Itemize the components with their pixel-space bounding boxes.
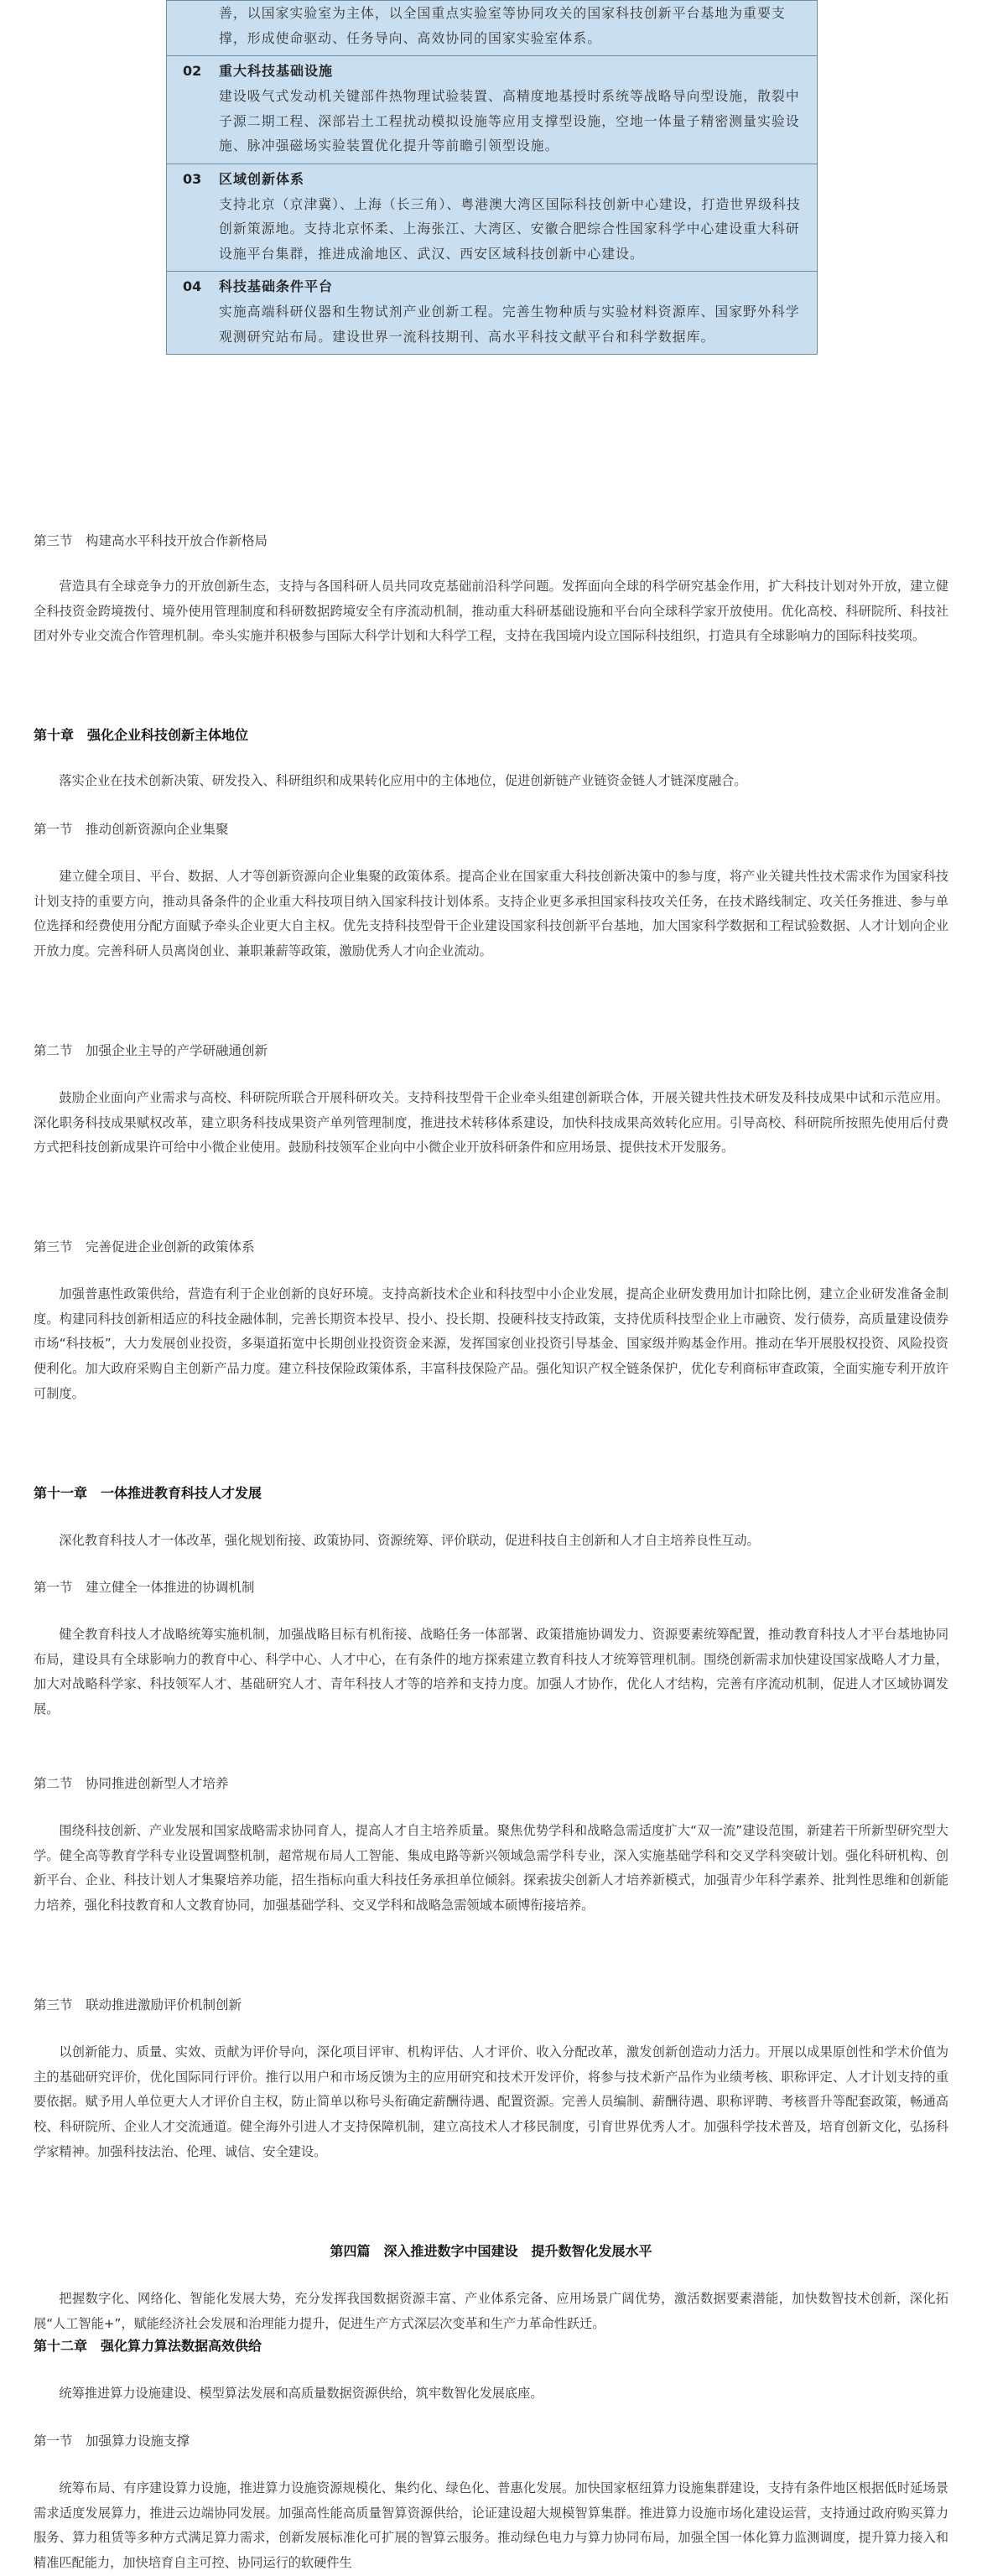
- box-item-title: 重大科技基础设施: [219, 63, 334, 79]
- box-item-body: 善，以国家实验室为主体，以全国重点实验室等协同攻关的国家科技创新平台基地为重要支撑，形成使命驱动、任务导向、高效协同的国家实验室体系。: [219, 5, 786, 46]
- box-item-body: 建设吸气式发动机关键部件热物理试验装置、高精度地基授时系统等战略导向型设施，散裂中子源二期工程、深部岩土工程扰动模拟设施等应用支撑型设施，空地一体量子精密测量实验设施、脉冲强磁场实验装置优化提升等前瞻引领型设施。: [219, 88, 800, 153]
- box-item-number: 02: [183, 63, 202, 79]
- section-heading: 第三节 构建高水平科技开放合作新格局: [34, 533, 268, 548]
- section-heading: 第一节 加强算力设施支撑: [34, 2433, 190, 2449]
- box-item-regional: [167, 164, 817, 272]
- box-item-platform: [167, 271, 817, 354]
- box-item-infrastructure: [167, 55, 817, 164]
- section-heading: 第二节 协同推进创新型人才培养: [34, 1776, 229, 1791]
- box-item-title: 科技基础条件平台: [219, 278, 334, 294]
- paragraph: 加强普惠性政策供给，营造有利于企业创新的良好环境。支持高新技术企业和科技型中小企业发展，提高企业研发费用加计扣除比例，建立企业研发准备金制度。构建同科技创新相适应的科技金融体制，完善长期资本投早、投小、投长期、投硬科技支持政策，支持优质科技型企业上市融资、发行债券，高质量建设债券市场“科技板”，大力发展创业投资，多渠道拓宽中长期创业投资资金来源，发挥国家创业投资引导基金、国家级并购基金作用。推动在华开展股权投资、风险投资便利化。加大政府采购自主创新产品力度。建立科技保险政策体系，丰富科技保险产品。强化知识产权全链条保护，优化专利商标审查政策，全面实施专利开放许可制度。: [34, 1286, 948, 1401]
- paragraph: 营造具有全球竞争力的开放创新生态，支持与各国科研人员共同攻克基础前沿科学问题。发挥面向全球的科学研究基金作用，扩大科技计划对外开放，建立健全科技资金跨境拨付、境外使用管理制度和科研数据跨境安全有序流动机制，推动重大科研基础设施和平台向全球科学家开放使用。优化高校、科研院所、科技社团对外专业交流合作管理机制。牵头实施并积极参与国际大科学计划和大科学工程，支持在我国境内设立国际科技组织，打造具有全球影响力的国际科技奖项。: [34, 579, 948, 644]
- chapter-heading: 第十章 强化企业科技创新主体地位: [34, 727, 249, 743]
- section-heading: 第三节 完善促进企业创新的政策体系: [34, 1239, 255, 1254]
- chapter-heading: 第十二章 强化算力算法数据高效供给: [34, 2338, 262, 2354]
- section-heading: 第二节 加强企业主导的产学研融通创新: [34, 1043, 268, 1058]
- paragraph: 建立健全项目、平台、数据、人才等创新资源向企业集聚的政策体系。提高企业在国家重大科技创新决策中的参与度，将产业关键共性技术需求作为国家科技计划支持的重要方向，推动具备条件的企业重大科技项目纳入国家科技计划体系。支持企业更多承担国家科技攻关任务，在技术路线制定、攻关任务推进、参与单位选择和经费使用分配方面赋予牵头企业更大自主权。优先支持科技型骨干企业建设国家科技创新平台基地，加大国家科学数据和工程试验数据、人才计划向企业开放力度。完善科研人员离岗创业、兼职兼薪等政策，激励优秀人才向企业流动。: [34, 869, 948, 959]
- section-heading: 第三节 联动推进激励评价机制创新: [34, 1997, 242, 2012]
- part-heading: 第四篇 深入推进数字中国建设 提升数智化发展水平: [330, 2243, 652, 2259]
- box-item-title: 区域创新体系: [219, 170, 305, 187]
- box-item-body: 实施高端科研仪器和生物试剂产业创新工程。完善生物种质与实验材料资源库、国家野外科学观测研究站布局。建设世界一流科技期刊、高水平科技文献平台和科学数据库。: [219, 304, 800, 345]
- section-heading: 第一节 推动创新资源向企业集聚: [34, 822, 229, 837]
- key-projects-box: [166, 0, 818, 355]
- box-item-continued: [167, 1, 817, 55]
- paragraph: 以创新能力、质量、实效、贡献为评价导向，深化项目评审、机构评估、人才评价、收入分配改革，激发创新创造动力活力。开展以成果原创性和学术价值为主的基础研究评价，优化国际同行评价。推行以用户和市场反馈为主的应用研究和技术开发评价，将参与技术新产品作为业绩考核、职称评定、人才计划支持的重要依据。赋予用人单位更大人才评价自主权，防止简单以称号头衔确定薪酬待遇、配置资源。完善人员编制、薪酬待遇、职称评聘、考核晋升等配套政策，畅通高校、科研院所、企业人才交流通道。健全海外引进人才支持保障机制，建立高技术人才移民制度，引育世界优秀人才。加强科学技术普及，培育创新文化，弘扬科学家精神。加强科技法治、伦理、诚信、安全建设。: [34, 2044, 948, 2159]
- paragraph: 鼓励企业面向产业需求与高校、科研院所联合开展科研攻关。支持科技型骨干企业牵头组建创新联合体，开展关键共性技术研发及科技成果中试和示范应用。深化职务科技成果赋权改革，建立职务科技成果资产单列管理制度，推进技术转移体系建设，加快科技成果高效转化应用。引导高校、科研院所按照先使用后付费方式把科技创新成果许可给中小微企业使用。鼓励科技领军企业向中小微企业开放科研条件和应用场景、提供技术开发服务。: [34, 1090, 948, 1156]
- paragraph: 落实企业在技术创新决策、研发投入、科研组织和成果转化应用中的主体地位，促进创新链产业链资金链人才链深度融合。: [59, 773, 747, 788]
- paragraph: 统筹推进算力设施建设、模型算法发展和高质量数据资源供给，筑牢数智化发展底座。: [59, 2386, 543, 2401]
- box-item-body: 支持北京（京津冀）、上海（长三角）、粤港澳大湾区国际科技创新中心建设，打造世界级科技创新策源地。支持北京怀柔、上海张江、大湾区、安徽合肥综合性国家科学中心建设重大科研设施平台集群，推进成渝地区、武汉、西安区域科技创新中心建设。: [219, 195, 801, 262]
- paragraph: 深化教育科技人才一体改革，强化规划衔接、政策协同、资源统筹、评价联动，促进科技自主创新和人才自主培养良性互动。: [59, 1533, 760, 1548]
- paragraph: 把握数字化、网络化、智能化发展大势，充分发挥我国数据资源丰富、产业体系完备、应用场景广阔优势，激活数据要素潜能，加快数智技术创新，深化拓展“人工智能+”，赋能经济社会发展和治理能力提升，促进生产方式深层次变革和生产力革命性跃迁。: [34, 2291, 948, 2331]
- box-item-number: 04: [183, 278, 202, 294]
- paragraph: 围绕科技创新、产业发展和国家战略需求协同育人，提高人才自主培养质量。聚焦优势学科和战略急需适度扩大“双一流”建设范围，新建若干所新型研究型大学。健全高等教育学科专业设置调整机制，超常规布局人工智能、集成电路等新兴领域急需学科专业，深入实施基础学科和交叉学科突破计划。强化科研机构、创新平台、企业、科技计划人才集聚培养功能，招生指标向重大科技任务承担单位倾斜。探索拔尖创新人才培养新模式，加强青少年科学素养、批判性思维和创新能力培养，强化科技教育和人文教育协同，加强基础学科、交叉学科和战略急需领域本硕博衔接培养。: [34, 1823, 948, 1914]
- section-heading: 第一节 建立健全一体推进的协调机制: [34, 1580, 255, 1595]
- paragraph: 统筹布局、有序建设算力设施，推进算力设施资源规模化、集约化、绿色化、普惠化发展。加快国家枢纽算力设施集群建设，支持有条件地区根据低时延场景需求适度发展算力，推进云边端协同发展。加强高性能高质量智算资源供给，论证建设超大规模智算集群。推进算力设施市场化建设运营，支持通过政府购买算力服务、算力租赁等多种方式满足算力需求，创新发展标准化可扩展的智算云服务。推动绿色电力与算力协同布局，加强全国一体化算力监测调度，提升算力接入和精准匹配能力，加快培育自主可控、协同运行的软硬件生: [34, 2480, 948, 2571]
- box-item-number: 03: [183, 170, 202, 187]
- chapter-heading: 第十一章 一体推进教育科技人才发展: [34, 1485, 262, 1501]
- paragraph: 健全教育科技人才战略统筹实施机制，加强战略目标有机衔接、战略任务一体部署、政策措施协调发力、资源要素统筹配置，推动教育科技人才平台基地协同布局，建设具有全球影响力的教育中心、科学中心、人才中心，在有条件的地方探索建立教育科技人才统筹管理机制。围绕创新需求加快建设国家战略人才力量，加大对战略科学家、科技领军人才、基础研究人才、青年科技人才等的培养和支持力度。加强人才协作，优化人才结构，完善有序流动机制，促进人才区域协调发展。: [34, 1627, 948, 1717]
